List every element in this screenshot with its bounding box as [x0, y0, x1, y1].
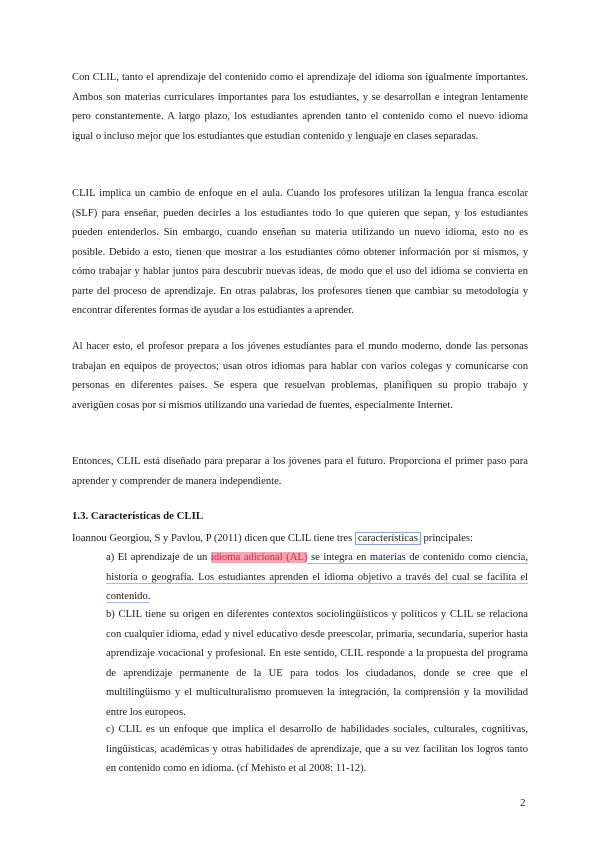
highlighted-term[interactable]: idioma adicional (AL)	[210, 552, 308, 563]
paragraph-3: Al hacer esto, el profesor prepara a los jóvenes estudiantes para el mundo moderno, donde las personas trabajan en equipos de proyectos; usan otros idiomas para hablar con varios colegas y comunicarse con personas en diferentes países. Se espera que resuelvan problemas, planifiquen su propio trabajo y averigüen cosas por sí mismos utilizando una variedad de fuentes, especialmente Internet.	[72, 341, 528, 411]
intro-text-start: Ioannou Georgiou, S y Pavlou, P (2011) dicen que CLIL tiene tres	[72, 533, 355, 544]
paragraph-2: CLIL implica un cambio de enfoque en el aula. Cuando los profesores utilizan la lengua franca escolar (SLF) para enseñar, pueden decirles a los estudiantes todo lo que quieren que sepan, y los estudiantes pueden entenderlos. Sin embargo, cuando enseñan su materia utilizando un nuevo idioma, esto no es posible. Debido a esto, tienen que mostrar a los estudiantes cómo obtener información por sí mismos, y cómo trabajar y hablar juntos para descubrir nuevas ideas, de modo que el uso del idioma se convierta en parte del proceso de aprendizaje. En otras palabras, los profesores tienen que cambiar su metodología y encontrar diferentes formas de ayudar a los estudiantes a aprender.	[72, 188, 528, 316]
list-item-a	[106, 548, 528, 607]
section-heading: 1.3. Características de CLIL	[72, 510, 204, 522]
page-number: 2	[520, 797, 526, 809]
list-item-a-start: a) El aprendizaje de un	[106, 552, 211, 563]
paragraph-4: Entonces, CLIL está diseñado para preparar a los jóvenes para el futuro. Proporciona el primer paso para aprender y comprender de manera independiente.	[72, 456, 528, 487]
list-item-c: c) CLIL es un enfoque que implica el desarrollo de habilidades sociales, culturales, cognitivas, lingüísticas, académicas y otras habilidades de aprendizaje, que a su vez facilitan los logros tanto en contenido como en idioma. (cf Mehisto et al 2008: 11-12).	[106, 724, 528, 774]
comment-anchor-characteristics[interactable]: características	[355, 532, 421, 545]
list-item-b: b) CLIL tiene su origen en diferentes contextos sociolingüísticos y políticos y CLIL se relaciona con cualquier idioma, edad y nivel educativo desde preescolar, primaria, secundaria, superior hasta aprendizaje vocacional y profesional. En este sentido, CLIL responde a la propuesta del programa de aprendizaje permanente de la UE para todos los ciudadanos, donde se cree que el multilingüismo y el multiculturalismo promueven la integración, la comprensión y la movilidad entre los europeos.	[106, 609, 528, 718]
intro-text-end: principales:	[420, 533, 473, 544]
list-item-a-rest: se integra en materias de contenido como ciencia, historia o geografía. Los estudiantes aprenden el idioma objetivo a través del cual se facilita el contenido.	[106, 552, 529, 602]
paragraph-1: Con CLIL, tanto el aprendizaje del contenido como el aprendizaje del idioma son igualmente importantes. Ambos son materias curriculares importantes para los estudiantes, y se desarrollan e integran lentamente pero constantemente. A largo plazo, los estudiantes aprenden tanto el contenido como el nuevo idioma igual o incluso mejor que los estudiantes que estudian contenido y lenguaje en clases separadas.	[72, 72, 528, 142]
section-intro	[72, 529, 528, 549]
